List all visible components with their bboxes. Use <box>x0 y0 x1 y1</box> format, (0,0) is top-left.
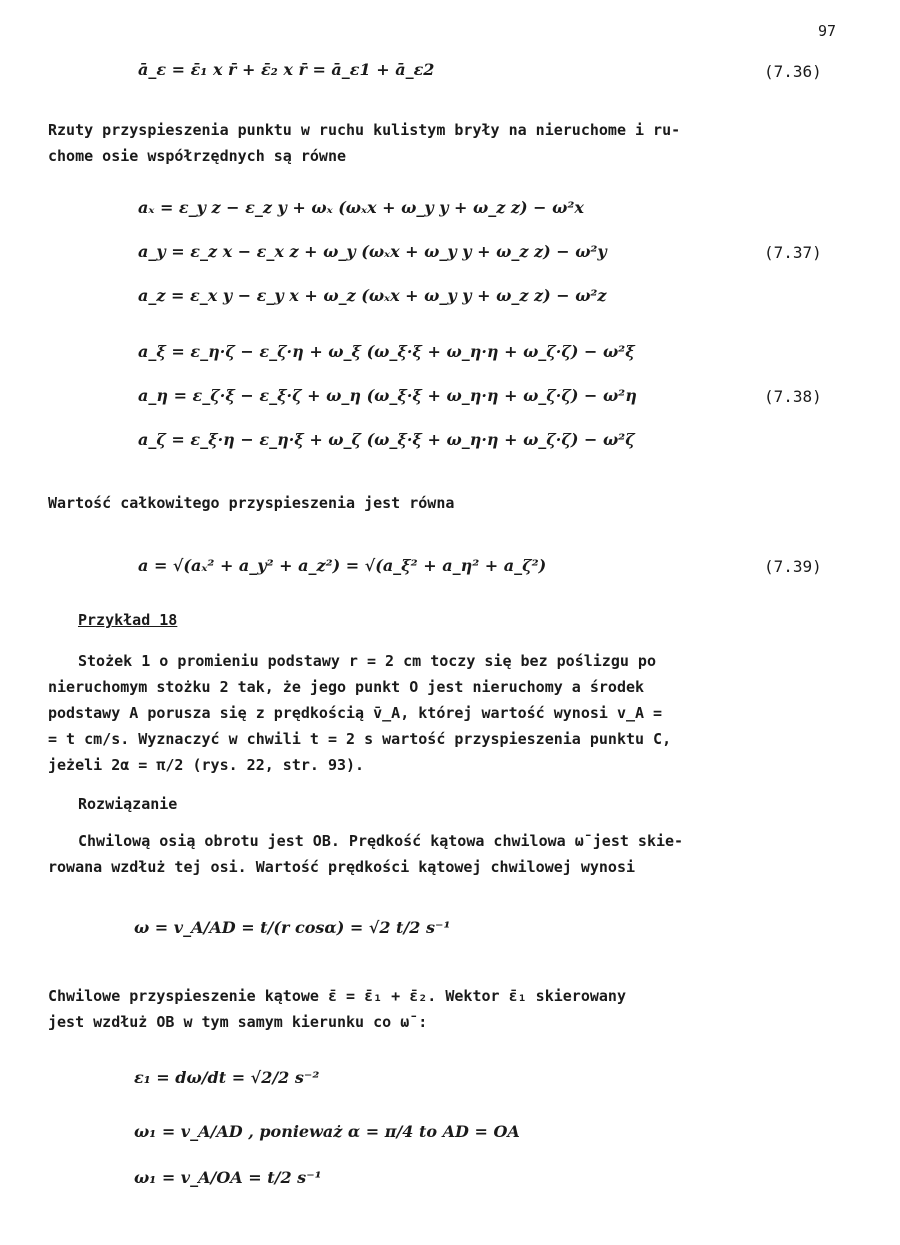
paragraph-solution <box>48 828 683 880</box>
equation-7-38-line-3: a_ζ = ε_ξ·η − ε_η·ξ + ω_ζ (ω_ξ·ξ + ω_η·η + ω_ζ·ζ) − ω²ζ <box>138 430 635 449</box>
text-line: Chwilowe przyspieszenie kątowe ε̄ = ε̄₁ + ε̄₂. Wektor ε̄₁ skierowany <box>48 987 626 1005</box>
text-line: Chwilową osią obrotu jest OB. Prędkość kątowa chwilowa ω̄ jest skie- <box>78 832 684 850</box>
equation-7-36: ā_ε = ε̄₁ x r̄ + ε̄₂ x r̄ = ā_ε1 + ā_ε2 <box>138 60 435 79</box>
equation-epsilon-1: ε₁ = dω/dt = √2/2 s⁻² <box>134 1068 320 1087</box>
paragraph-example <box>48 648 671 778</box>
equation-omega: ω = v_A/AD = t/(r cosα) = √2 t/2 s⁻¹ <box>134 918 451 937</box>
equation-7-37-line-3: a_z = ε_x y − ε_y x + ω_z (ωₓx + ω_y y + ω_z z) − ω²z <box>138 286 607 305</box>
text-line: Wartość całkowitego przyspieszenia jest równa <box>48 494 455 512</box>
text-line: Stożek 1 o promieniu podstawy r = 2 cm toczy się bez poślizgu po <box>78 652 656 670</box>
paragraph-wartosc <box>48 490 454 516</box>
equation-number-7-36: (7.36) <box>764 62 822 81</box>
text-line: jeżeli 2α = π/2 (rys. 22, str. 93). <box>48 756 365 774</box>
text-line: nieruchomym stożku 2 tak, że jego punkt O jest nieruchomy a środek <box>48 678 645 696</box>
equation-number-7-38: (7.38) <box>764 387 822 406</box>
text-line: = t cm/s. Wyznaczyć w chwili t = 2 s wartość przyspieszenia punktu C, <box>48 730 672 748</box>
equation-number-7-37: (7.37) <box>764 243 822 262</box>
equation-7-38-line-2: a_η = ε_ζ·ξ − ε_ξ·ζ + ω_η (ω_ξ·ξ + ω_η·η + ω_ζ·ζ) − ω²η <box>138 386 637 405</box>
text-line: jest wzdłuż OB w tym samym kierunku co ω̄ : <box>48 1013 428 1031</box>
equation-7-37-line-2: a_y = ε_z x − ε_x z + ω_y (ωₓx + ω_y y + ω_z z) − ω²y <box>138 242 607 261</box>
text-line: Rzuty przyspieszenia punktu w ruchu kulistym bryły na nieruchome i ru- <box>48 121 681 139</box>
text-line: podstawy A porusza się z prędkością v̄_A, której wartość wynosi v_A = <box>48 704 663 722</box>
paragraph-rzuty <box>48 117 680 169</box>
example-title: Przykład 18 <box>78 611 178 629</box>
page-number: 97 <box>818 22 837 40</box>
equation-7-39: a = √(aₓ² + a_y² + a_z²) = √(a_ξ² + a_η² + a_ζ²) <box>138 556 547 575</box>
equation-number-7-39: (7.39) <box>764 557 822 576</box>
text-line: rowana wzdłuż tej osi. Wartość prędkości kątowej chwilowej wynosi <box>48 858 635 876</box>
solution-title: Rozwiązanie <box>78 795 178 813</box>
equation-7-37-line-1: aₓ = ε_y z − ε_z y + ωₓ (ωₓx + ω_y y + ω_z z) − ω²x <box>138 198 584 217</box>
equation-7-38-line-1: a_ξ = ε_η·ζ − ε_ζ·η + ω_ξ (ω_ξ·ξ + ω_η·η + ω_ζ·ζ) − ω²ξ <box>138 342 635 361</box>
equation-omega-1-a: ω₁ = v_A/AD , ponieważ α = π/4 to AD = OA <box>134 1122 520 1141</box>
paragraph-angular-acceleration <box>48 983 626 1035</box>
text-line: chome osie współrzędnych są równe <box>48 147 347 165</box>
equation-omega-1-b: ω₁ = v_A/OA = t/2 s⁻¹ <box>134 1168 322 1187</box>
